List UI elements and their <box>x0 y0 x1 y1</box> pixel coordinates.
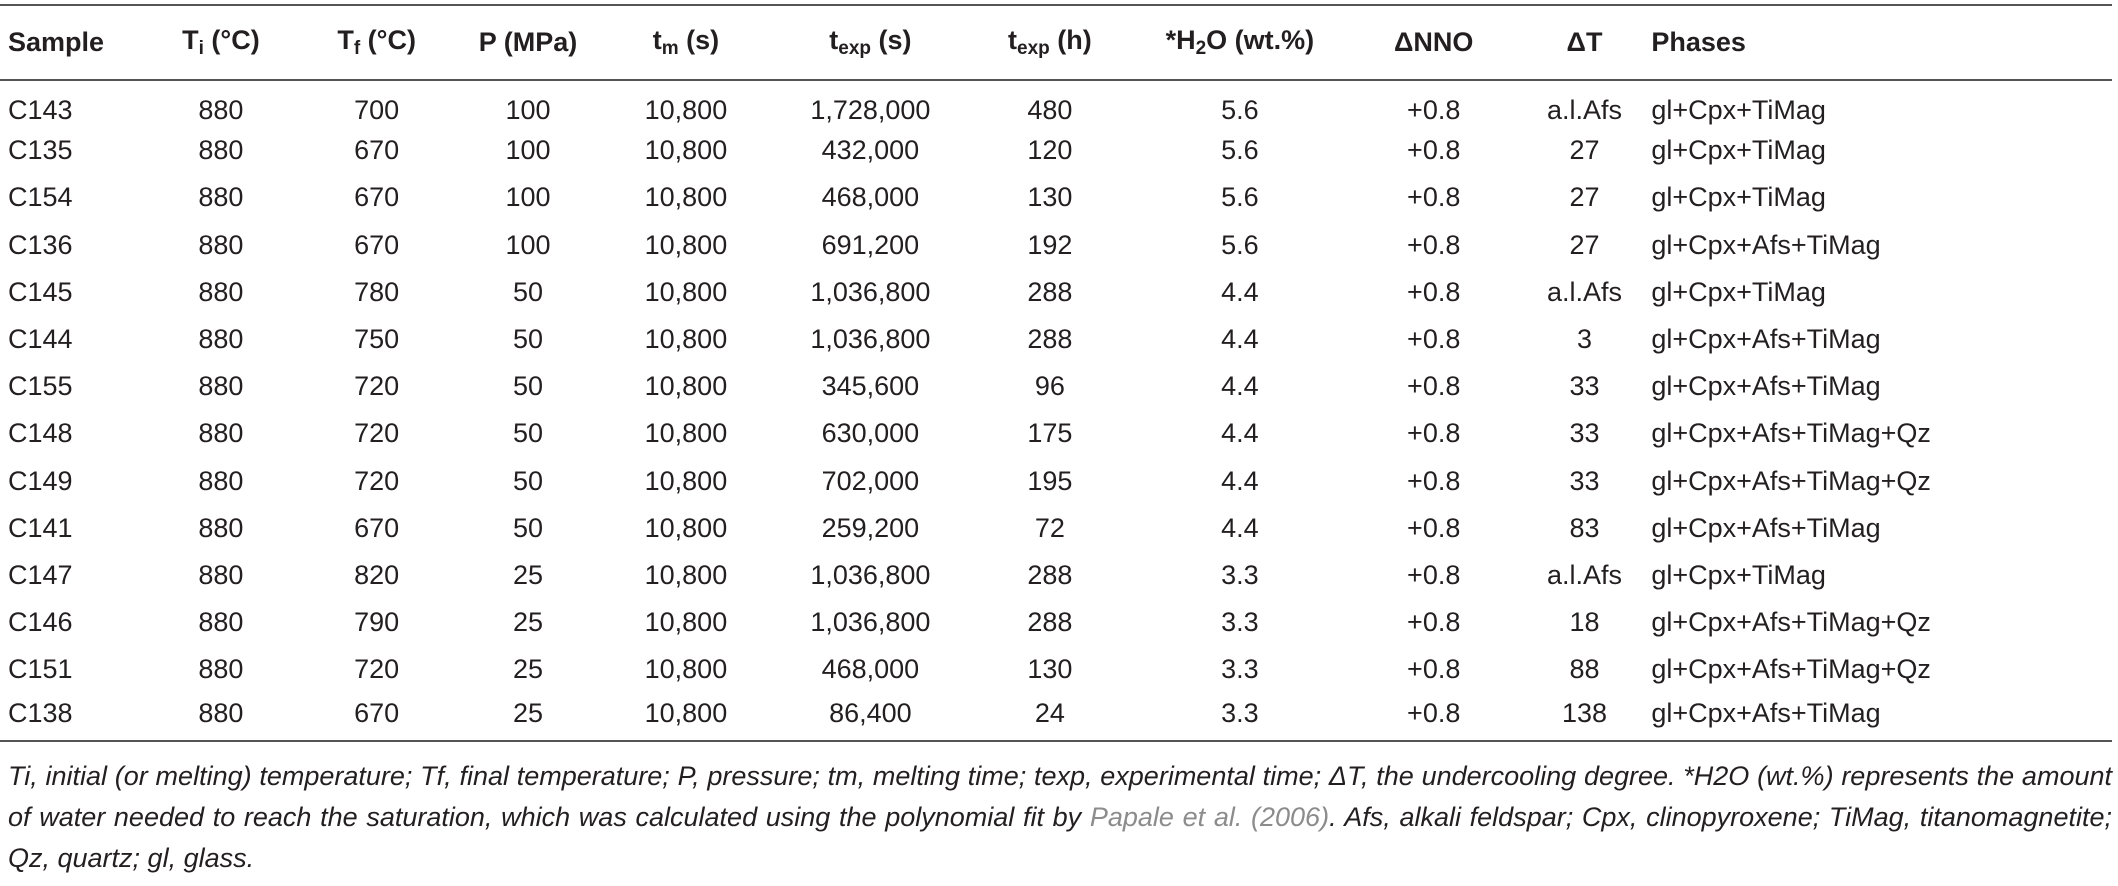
header-tf: $T_f$ (°C) <box>298 5 455 80</box>
cell-phases: gl+Cpx+Afs+TiMag+Qz <box>1651 607 1931 638</box>
cell-texp-h: 288 <box>1027 607 1073 638</box>
cell-h2o: 5.6 <box>1221 135 1259 166</box>
cell-h2o: 3.3 <box>1221 654 1259 685</box>
cell-ti: 880 <box>198 276 244 307</box>
cell-ti: 880 <box>198 512 244 543</box>
cell-tf: 750 <box>354 324 400 355</box>
cell-phases: gl+Cpx+Afs+TiMag <box>1651 693 2112 740</box>
cell-h2o: 4.4 <box>1221 512 1259 543</box>
header-row <box>0 5 2112 80</box>
cell-texp-s: 1,036,800 <box>810 607 931 638</box>
header-h2o: $*H_2O$ (wt.%) <box>1130 5 1350 80</box>
cell-tf: 720 <box>354 371 400 402</box>
table-row <box>0 552 2112 599</box>
cell-texp-s: 345,600 <box>821 371 920 402</box>
cell-tm: 10,800 <box>644 465 728 496</box>
cell-tm: 10,800 <box>644 559 728 590</box>
cell-tm: 10,800 <box>601 693 771 740</box>
cell-dnno: +0.8 <box>1407 559 1461 590</box>
cell-tf: 820 <box>354 559 400 590</box>
header-phases: Phases <box>1651 5 2112 80</box>
cell-dt: a.l.Afs <box>1546 276 1622 307</box>
table-footnote <box>8 756 2112 879</box>
cell-sample: C141 <box>8 512 73 543</box>
cell-tm: 10,800 <box>644 512 728 543</box>
cell-phases: gl+Cpx+TiMag <box>1651 182 1826 213</box>
cell-dnno: +0.8 <box>1407 135 1461 166</box>
cell-texp-h: 288 <box>1027 276 1073 307</box>
table-row <box>0 505 2112 552</box>
cell-texp-h: 480 <box>1027 94 1073 125</box>
table-row <box>0 599 2112 646</box>
cell-texp-h: 96 <box>1034 371 1065 402</box>
header-dnno: ΔNNO <box>1350 5 1518 80</box>
cell-ti: 880 <box>198 324 244 355</box>
header-dt: ΔT <box>1518 5 1652 80</box>
cell-dt: a.l.Afs <box>1546 559 1622 590</box>
header-ti: $T_i$ (°C) <box>144 5 299 80</box>
cell-tf: 670 <box>354 229 400 260</box>
cell-pressure: 25 <box>512 559 543 590</box>
cell-texp-s: 468,000 <box>821 182 920 213</box>
cell-dnno: +0.8 <box>1407 276 1461 307</box>
cell-sample: C144 <box>8 324 73 355</box>
cell-phases: gl+Cpx+Afs+TiMag+Qz <box>1651 654 1931 685</box>
table-row <box>0 410 2112 457</box>
cell-h2o: 4.4 <box>1221 465 1259 496</box>
cell-h2o: 5.6 <box>1221 229 1259 260</box>
table-row <box>0 269 2112 316</box>
cell-sample: C145 <box>8 276 73 307</box>
experiment-table <box>0 4 2112 742</box>
cell-sample: C151 <box>8 654 73 685</box>
cell-tf: 670 <box>354 182 400 213</box>
cell-dt: 27 <box>1569 182 1600 213</box>
cell-dt: 138 <box>1518 693 1652 740</box>
cell-phases: gl+Cpx+Afs+TiMag <box>1651 229 1881 260</box>
cell-ti: 880 <box>198 371 244 402</box>
cell-texp-s: 1,036,800 <box>810 324 931 355</box>
cell-texp-h: 130 <box>1027 654 1073 685</box>
cell-texp-s: 1,036,800 <box>810 276 931 307</box>
cell-h2o: 4.4 <box>1221 324 1259 355</box>
cell-texp-h: 192 <box>1027 229 1073 260</box>
cell-texp-s: 468,000 <box>821 654 920 685</box>
cell-dnno: +0.8 <box>1407 418 1461 449</box>
cell-pressure: 50 <box>512 371 543 402</box>
cell-dt: 83 <box>1569 512 1600 543</box>
table-row <box>0 693 2112 740</box>
table-row <box>0 222 2112 269</box>
table-row <box>0 363 2112 410</box>
cell-texp-s: 630,000 <box>821 418 920 449</box>
cell-pressure: 50 <box>512 418 543 449</box>
cell-dt: 18 <box>1569 607 1600 638</box>
cell-tm: 10,800 <box>644 654 728 685</box>
table-body <box>0 80 2112 741</box>
cell-ti: 880 <box>198 135 244 166</box>
cell-tm: 10,800 <box>644 94 728 125</box>
table-row <box>0 174 2112 221</box>
cell-pressure: 50 <box>512 276 543 307</box>
header-sample: Sample <box>0 5 144 80</box>
cell-tm: 10,800 <box>644 182 728 213</box>
cell-h2o: 3.3 <box>1221 559 1259 590</box>
cell-tm: 10,800 <box>644 276 728 307</box>
cell-tf: 670 <box>354 512 400 543</box>
cell-pressure: 50 <box>512 465 543 496</box>
cell-ti: 880 <box>198 465 244 496</box>
cell-dt: 33 <box>1569 465 1600 496</box>
cell-pressure: 25 <box>512 654 543 685</box>
cell-dnno: +0.8 <box>1407 324 1461 355</box>
cell-texp-s: 259,200 <box>821 512 920 543</box>
cell-dt: 33 <box>1569 418 1600 449</box>
cell-pressure: 100 <box>505 135 551 166</box>
cell-tf: 720 <box>354 465 400 496</box>
cell-texp-s: 432,000 <box>821 135 920 166</box>
cell-pressure: 25 <box>512 607 543 638</box>
cell-h2o: 3.3 <box>1221 607 1259 638</box>
cell-h2o: 4.4 <box>1221 418 1259 449</box>
cell-phases: gl+Cpx+TiMag <box>1651 276 1826 307</box>
cell-h2o: 4.4 <box>1221 276 1259 307</box>
cell-tm: 10,800 <box>644 607 728 638</box>
cell-sample: C155 <box>8 371 73 402</box>
cell-texp-s: 691,200 <box>821 229 920 260</box>
footnote-text-after: . Afs, alkali feldspar; Cpx, clinopyroxene; TiMag, titanomagnetite; Qz, quartz; gl, glass. <box>8 802 2112 873</box>
cell-texp-h: 120 <box>1027 135 1073 166</box>
cell-pressure: 50 <box>512 324 543 355</box>
cell-dnno: +0.8 <box>1407 94 1461 125</box>
cell-sample: C138 <box>0 693 144 740</box>
cell-tm: 10,800 <box>644 135 728 166</box>
cell-tf: 670 <box>354 135 400 166</box>
cell-phases: gl+Cpx+Afs+TiMag <box>1651 512 1881 543</box>
cell-texp-s: 86,400 <box>771 693 970 740</box>
cell-dnno: +0.8 <box>1407 512 1461 543</box>
cell-ti: 880 <box>144 693 299 740</box>
cell-ti: 880 <box>198 607 244 638</box>
footnote-text-before: Ti, initial (or melting) temperature; Tf, final temperature; P, pressure; tm, melting time; texp, experimental time; ΔT, the undercooling degree. *H2O (wt.%) represents the amount of water needed to reach the saturation, which was calculated using the polynomial fit by <box>8 761 2112 832</box>
cell-dt: 88 <box>1569 654 1600 685</box>
cell-phases: gl+Cpx+TiMag <box>1651 559 1826 590</box>
cell-dt: 27 <box>1569 229 1600 260</box>
cell-pressure: 100 <box>505 94 551 125</box>
cell-dnno: +0.8 <box>1407 229 1461 260</box>
cell-texp-h: 288 <box>1027 559 1073 590</box>
cell-dnno: +0.8 <box>1407 371 1461 402</box>
cell-sample: C147 <box>8 559 73 590</box>
cell-tm: 10,800 <box>644 371 728 402</box>
cell-sample: C136 <box>8 229 73 260</box>
cell-texp-h: 130 <box>1027 182 1073 213</box>
cell-phases: gl+Cpx+TiMag <box>1651 135 1826 166</box>
cell-texp-h: 288 <box>1027 324 1073 355</box>
cell-phases: gl+Cpx+Afs+TiMag+Qz <box>1651 418 1931 449</box>
table-row <box>0 458 2112 505</box>
cell-dnno: +0.8 <box>1407 654 1461 685</box>
cell-pressure: 25 <box>455 693 601 740</box>
cell-tm: 10,800 <box>644 324 728 355</box>
table-row <box>0 646 2112 693</box>
cell-dnno: +0.8 <box>1407 607 1461 638</box>
cell-tf: 790 <box>354 607 400 638</box>
cell-dt: 3 <box>1576 324 1592 355</box>
table-row <box>0 316 2112 363</box>
cell-sample: C148 <box>8 418 73 449</box>
cell-h2o: 4.4 <box>1221 371 1259 402</box>
cell-dnno: +0.8 <box>1407 182 1461 213</box>
cell-phases: gl+Cpx+Afs+TiMag <box>1651 324 1881 355</box>
cell-tf: 720 <box>354 654 400 685</box>
cell-h2o: 5.6 <box>1221 94 1259 125</box>
cell-phases: gl+Cpx+Afs+TiMag <box>1651 371 1881 402</box>
cell-ti: 880 <box>198 182 244 213</box>
cell-tf: 700 <box>354 94 400 125</box>
cell-tf: 670 <box>298 693 455 740</box>
cell-texp-h: 175 <box>1027 418 1073 449</box>
header-pressure: P (MPa) <box>455 5 601 80</box>
header-texp-h: $t_{exp}$ (h) <box>970 5 1130 80</box>
cell-texp-s: 1,728,000 <box>810 94 931 125</box>
cell-dt: a.l.Afs <box>1546 94 1622 125</box>
cell-texp-h: 72 <box>1034 512 1065 543</box>
cell-dnno: +0.8 <box>1350 693 1518 740</box>
cell-sample: C135 <box>8 135 73 166</box>
header-texp-s: $t_{exp}$ (s) <box>771 5 970 80</box>
cell-dt: 33 <box>1569 371 1600 402</box>
cell-ti: 880 <box>198 654 244 685</box>
cell-pressure: 50 <box>512 512 543 543</box>
cell-sample: C143 <box>8 94 73 125</box>
cell-tf: 720 <box>354 418 400 449</box>
cell-phases: gl+Cpx+Afs+TiMag+Qz <box>1651 465 1931 496</box>
cell-texp-s: 1,036,800 <box>810 559 931 590</box>
cell-ti: 880 <box>198 229 244 260</box>
cell-ti: 880 <box>198 559 244 590</box>
table-row <box>0 127 2112 174</box>
cell-dt: 27 <box>1569 135 1600 166</box>
cell-texp-h: 24 <box>970 693 1130 740</box>
cell-pressure: 100 <box>505 182 551 213</box>
table-row <box>0 80 2112 127</box>
cell-texp-s: 702,000 <box>821 465 920 496</box>
cell-tm: 10,800 <box>644 229 728 260</box>
cell-ti: 880 <box>198 418 244 449</box>
cell-h2o: 3.3 <box>1130 693 1350 740</box>
cell-ti: 880 <box>198 94 244 125</box>
cell-h2o: 5.6 <box>1221 182 1259 213</box>
cell-tf: 780 <box>354 276 400 307</box>
cell-tm: 10,800 <box>644 418 728 449</box>
cell-phases: gl+Cpx+TiMag <box>1651 94 1826 125</box>
header-tm: $t_m$ (s) <box>601 5 771 80</box>
cell-texp-h: 195 <box>1027 465 1073 496</box>
cell-sample: C146 <box>8 607 73 638</box>
cell-sample: C154 <box>8 182 73 213</box>
reference-link[interactable]: Papale et al. (2006) <box>1089 802 1330 832</box>
cell-sample: C149 <box>8 465 73 496</box>
cell-dnno: +0.8 <box>1407 465 1461 496</box>
cell-pressure: 100 <box>505 229 551 260</box>
